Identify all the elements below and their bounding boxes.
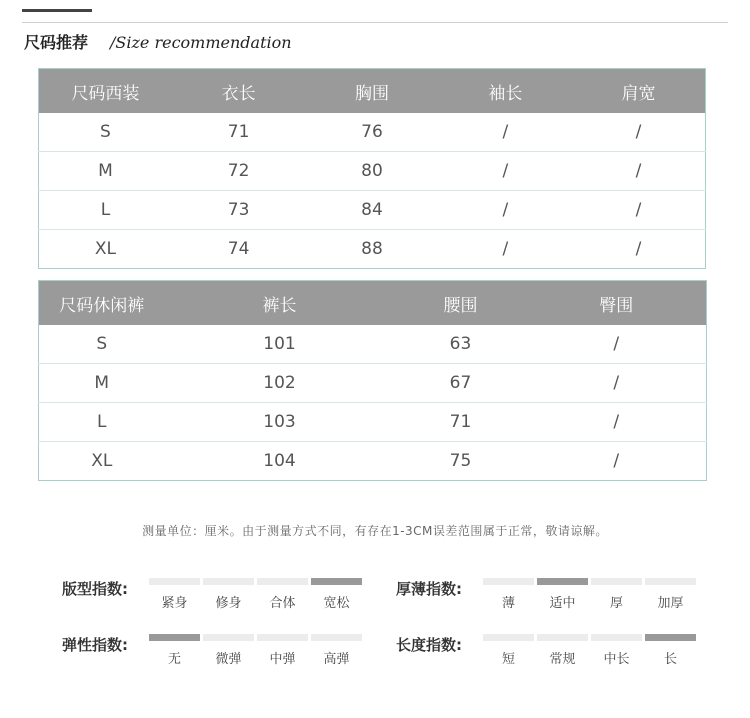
scale-option [591,578,642,611]
scale-bar [591,634,642,641]
scale-option [257,578,308,611]
table-cell: 84 [305,191,438,230]
scale-option-label: 宽松 [323,596,350,611]
table-cell: / [613,334,620,354]
table-row [39,191,706,230]
scale-option [483,634,534,667]
scale-option-label: 合体 [269,596,296,611]
scale-option-label: 常规 [549,652,576,667]
column-header: 肩宽 [621,83,656,104]
table-cell: M [39,364,165,403]
table-cell: / [572,230,705,269]
scale-bar [257,578,308,585]
table-cell: 104 [165,442,395,481]
table-cell: / [572,152,705,191]
scale-option-label: 长 [663,652,677,667]
heading-en: /Size recommendation [110,33,292,52]
table-cell: XL [39,230,172,269]
table-cell: S [96,334,108,354]
column-header: 胸围 [354,83,389,104]
table-cell: 72 [172,152,305,191]
table-cell: 74 [172,230,305,269]
scale-option [149,578,200,611]
index-label: 版型指数: [62,580,128,598]
scale-bar [483,634,534,641]
scale-bar-selected [311,578,362,585]
table-cell: 63 [449,334,472,354]
scale-option-label: 高弹 [323,652,350,667]
index-label: 长度指数: [396,636,462,654]
scale-bar [203,578,254,585]
scale-option-label: 微弹 [215,652,242,667]
table-cell: L [39,403,165,442]
table-cell: M [39,152,172,191]
table-row [39,152,706,191]
scale-option-label: 中弹 [269,652,296,667]
table-cell: / [439,152,572,191]
table-cell: 75 [395,442,527,481]
table-cell: 73 [172,191,305,230]
scale-option-label: 薄 [501,596,515,611]
table-header-row [39,281,707,326]
scale-option-label: 加厚 [657,596,684,611]
table-cell: / [502,122,509,142]
table-header-row [39,69,706,114]
scale-bar [645,578,696,585]
table-cell: / [572,191,705,230]
scale-bar-selected [537,578,588,585]
column-header: 腰围 [443,295,478,316]
scale-option [311,634,362,667]
table-cell: 71 [395,403,527,442]
column-header: 袖长 [488,83,523,104]
scale-bar [203,634,254,641]
table-cell: 88 [305,230,438,269]
table-cell: 71 [227,122,250,142]
table-row [39,230,706,269]
table-cell: 67 [395,364,527,403]
table-cell: L [39,191,172,230]
scale-option [203,578,254,611]
scale-option [537,578,588,611]
column-header: 尺码休闲裤 [59,295,145,316]
measurement-note: 测量单位：厘米。由于测量方式不同，有存在1-3CM误差范围属于正常，敬请谅解。 [142,524,608,538]
table-cell: / [527,403,707,442]
table-cell: 103 [165,403,395,442]
column-header: 臀围 [599,295,634,316]
scale-option [645,634,696,667]
table-cell: XL [39,442,165,481]
heading-accent-line [22,9,92,12]
index-label: 厚薄指数: [396,580,462,598]
table-cell: S [100,122,111,142]
scale-option [257,634,308,667]
table-cell: / [439,191,572,230]
table-row [39,113,706,152]
scale-bar [591,578,642,585]
scale-bar-selected [149,634,200,641]
table-cell: 76 [361,122,383,142]
scale-option-label: 短 [501,652,515,667]
table-cell: 101 [263,334,296,354]
table-cell: / [635,122,642,142]
column-header: 尺码西装 [71,83,140,104]
scale-option-label: 修身 [215,596,242,611]
column-header: 衣长 [221,83,256,104]
scale-bar [311,634,362,641]
scale-option-label: 中长 [603,652,630,667]
scale-bar [483,578,534,585]
table-cell: / [439,230,572,269]
scale-bar [257,634,308,641]
scale-option [203,634,254,667]
table-cell: / [527,442,707,481]
scale-bar [149,578,200,585]
suit-size-table [38,68,706,269]
index-label: 弹性指数: [62,636,128,654]
pants-size-table [38,280,707,481]
scale-option [311,578,362,611]
scale-option-label: 厚 [609,596,623,611]
table-cell: / [527,364,707,403]
scale-option [483,578,534,611]
table-cell: 80 [305,152,438,191]
table-row [39,403,707,442]
scale-option [591,634,642,667]
heading-divider [22,22,728,23]
scale-option [537,634,588,667]
table-row [39,364,707,403]
scale-option-label: 无 [167,652,181,667]
table-cell: 102 [165,364,395,403]
scale-option [149,634,200,667]
column-header: 裤长 [262,295,297,316]
scale-bar [537,634,588,641]
scale-option-label: 适中 [549,596,576,611]
scale-option-label: 紧身 [161,596,188,611]
table-row [39,442,707,481]
heading-cn: 尺码推荐 [24,33,89,52]
table-row [39,325,707,364]
scale-option [645,578,696,611]
section-heading [24,30,292,56]
scale-bar-selected [645,634,696,641]
